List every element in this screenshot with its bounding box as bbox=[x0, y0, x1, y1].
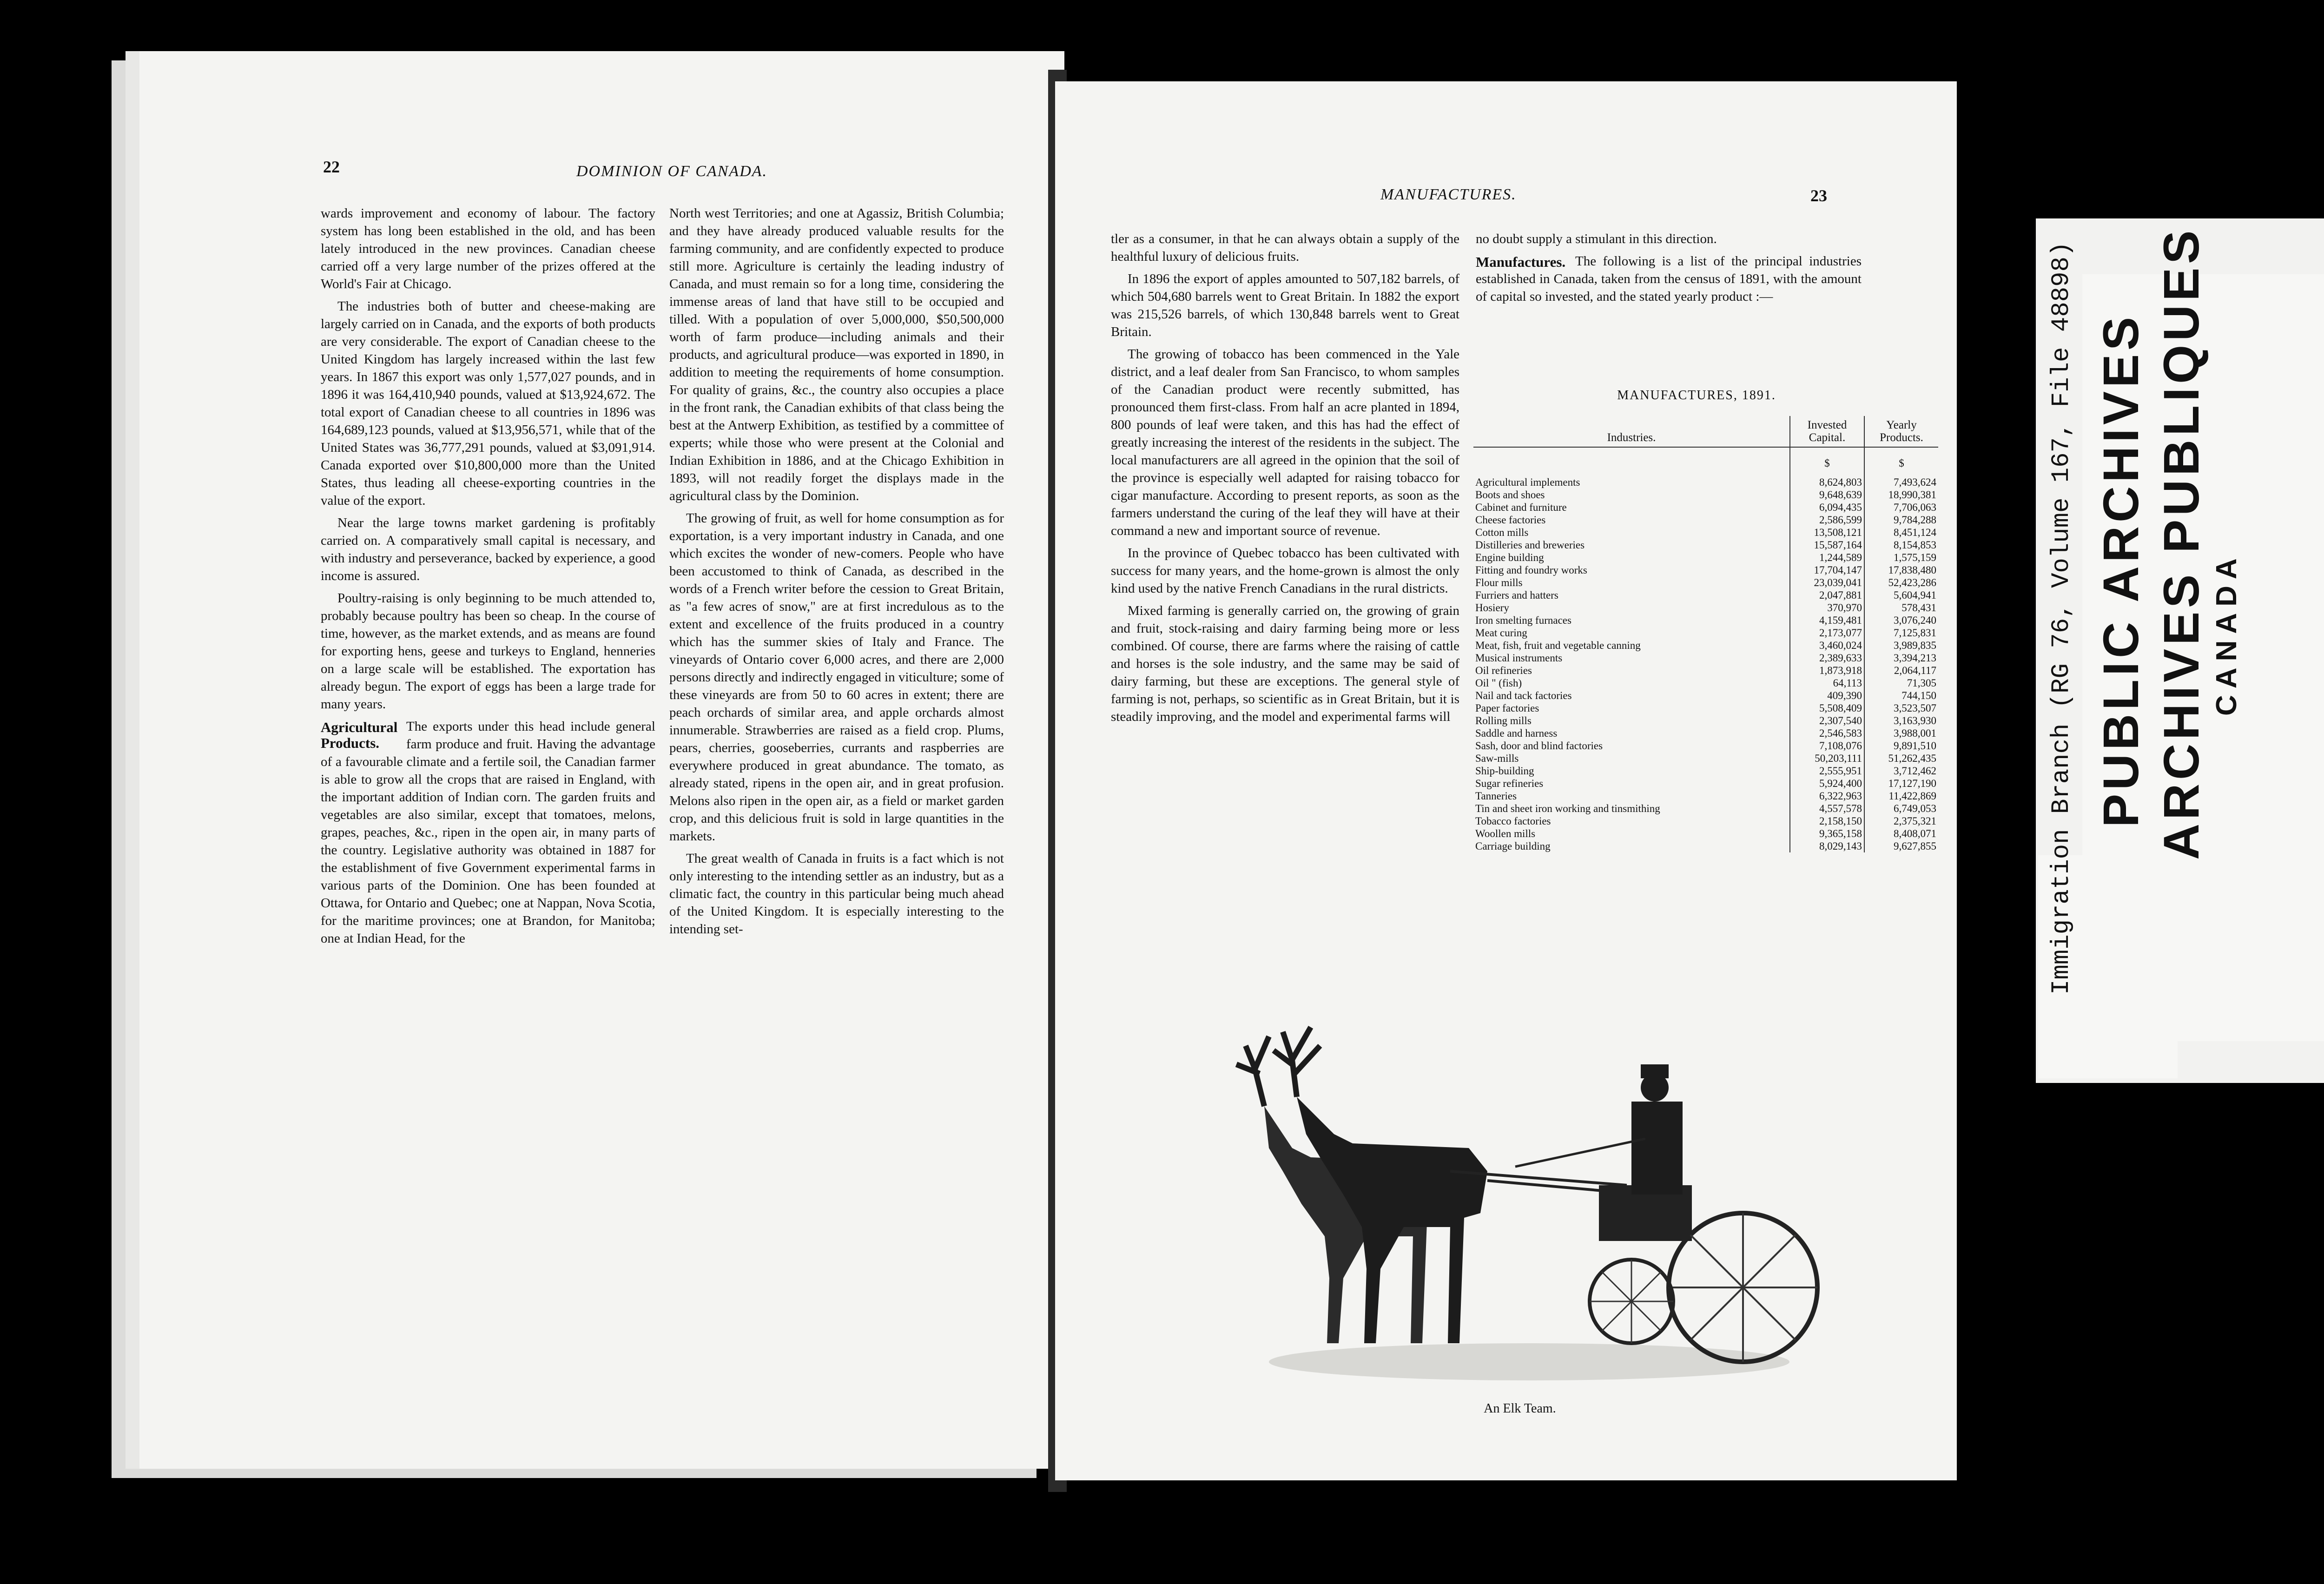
capital-cell: 370,970 bbox=[1790, 601, 1864, 614]
capital-cell: 409,390 bbox=[1790, 689, 1864, 702]
capital-cell: 7,108,076 bbox=[1790, 739, 1864, 752]
left-column-2 bbox=[669, 205, 1004, 943]
table-row bbox=[1473, 514, 1938, 526]
capital-cell: 1,244,589 bbox=[1790, 551, 1864, 564]
product-cell: 7,125,831 bbox=[1864, 627, 1938, 639]
paragraph: The exports under this head include general farm produce and fruit. Having the advantage of a favourable climate and a fertile soil, the Canadian farmer is able to grow all the crops that are raised in England, with the important addition of Indian corn. The garden fruits and vegetables are also similar, except that tomatoes, melons, grapes, peaches, &c., ripen in the open air, in many parts of the country. Legislative authority was obtained in 1887 for the establishment of five Government experimental farms in various parts of the Dominion. One has been founded at Ottawa, for Ontario and Quebec; one at Nappan, Nova Scotia, for the maritime provinces; one at Brandon, for Manitoba; one at Indian Head, for the bbox=[321, 719, 655, 946]
capital-cell: 23,039,041 bbox=[1790, 576, 1864, 589]
file-reference: Immigration Branch (RG 76, Volume 167, File 48898) bbox=[2047, 241, 2076, 995]
product-cell: 9,784,288 bbox=[1864, 514, 1938, 526]
product-cell: 51,262,435 bbox=[1864, 752, 1938, 765]
product-cell: 5,604,941 bbox=[1864, 589, 1938, 601]
product-cell: 744,150 bbox=[1864, 689, 1938, 702]
table-row bbox=[1473, 739, 1938, 752]
table-row bbox=[1473, 727, 1938, 739]
paragraph: no doubt supply a stimulant in this direction. bbox=[1476, 231, 1717, 246]
product-cell: 9,891,510 bbox=[1864, 739, 1938, 752]
capital-cell: 4,159,481 bbox=[1790, 614, 1864, 627]
table-row bbox=[1473, 551, 1938, 564]
capital-cell: 17,704,147 bbox=[1790, 564, 1864, 576]
industry-cell: Meat, fish, fruit and vegetable canning bbox=[1475, 640, 1641, 651]
right-column-1 bbox=[1111, 230, 1459, 730]
photo-caption: An Elk Team. bbox=[1484, 1401, 1556, 1416]
capital-cell: 2,307,540 bbox=[1790, 714, 1864, 727]
capital-cell: 4,557,578 bbox=[1790, 802, 1864, 815]
product-cell: 8,451,124 bbox=[1864, 526, 1938, 539]
unit-label: $ bbox=[1864, 447, 1938, 476]
capital-cell: 15,587,164 bbox=[1790, 539, 1864, 551]
right-page bbox=[1055, 81, 1957, 1480]
industry-cell: Carriage building bbox=[1475, 840, 1551, 852]
table-row bbox=[1473, 827, 1938, 840]
table-row bbox=[1473, 840, 1938, 852]
paragraph: In the province of Quebec tobacco has been cultivated with success for many years, and the home-grown is almost the only kind used by the native French Canadians in the rural districts. bbox=[1111, 546, 1459, 596]
product-cell: 18,990,381 bbox=[1864, 488, 1938, 501]
industry-cell: Hosiery bbox=[1475, 602, 1509, 614]
industry-cell: Boots and shoes bbox=[1475, 489, 1545, 501]
table-row bbox=[1473, 539, 1938, 551]
elk-team-photo bbox=[1227, 1018, 1845, 1390]
table-title: MANUFACTURES, 1891. bbox=[1617, 388, 1776, 403]
paragraph: Poultry-raising is only beginning to be much attended to, probably because poultry has been so cheap. In the course of time, however, as the market extends, and as means are found for exporting hens, geese and turkeys to England, henneries on a large scale will be established. The exportation has already begun. The export of eggs has been a large trade for many years. bbox=[321, 591, 655, 712]
table-row bbox=[1473, 702, 1938, 714]
table-row bbox=[1473, 627, 1938, 639]
paragraph: In 1896 the export of apples amounted to 507,182 barrels, of which 504,680 barrels went to Great Britain. In 1882 the export was 215,526 barrels, of which 130,848 barrels went to Great Britain. bbox=[1111, 271, 1459, 339]
table-row bbox=[1473, 601, 1938, 614]
capital-cell: 5,508,409 bbox=[1790, 702, 1864, 714]
capital-cell: 3,460,024 bbox=[1790, 639, 1864, 652]
paragraph: Near the large towns market gardening is profitably carried on. A comparatively small capital is necessary, and with industry and perseverance, backed by experience, a good income is assured. bbox=[321, 515, 655, 583]
table-row bbox=[1473, 765, 1938, 777]
paragraph: The growing of tobacco has been commenced in the Yale district, and a leaf dealer from San Francisco, to whom samples of the Canadian product were recently submitted, has pronounced them first-class. From half an acre planted in 1894, 800 pounds of leaf were taken, and this has had the effect of greatly increasing the interest of the residents in the subject. The local manufacturers are all agreed in the opinion that the soil of the province is especially well adapted for raising tobacco for cigar manufacture. According to present reports, as soon as the farmers understand the curing of the leaf they will have at their command a new and important source of revenue. bbox=[1111, 347, 1459, 538]
capital-cell: 2,555,951 bbox=[1790, 765, 1864, 777]
left-running-head: DOMINION OF CANADA. bbox=[576, 163, 768, 180]
product-cell: 3,076,240 bbox=[1864, 614, 1938, 627]
table-row bbox=[1473, 790, 1938, 802]
industry-cell: Cabinet and furniture bbox=[1475, 502, 1567, 513]
industry-cell: Cheese factories bbox=[1475, 514, 1546, 526]
capital-cell: 8,624,803 bbox=[1790, 476, 1864, 488]
table-row bbox=[1473, 677, 1938, 689]
table-row bbox=[1473, 815, 1938, 827]
capital-cell: 5,924,400 bbox=[1790, 777, 1864, 790]
product-cell: 3,988,001 bbox=[1864, 727, 1938, 739]
product-cell: 3,523,507 bbox=[1864, 702, 1938, 714]
paragraph: tler as a consumer, in that he can always obtain a supply of the healthful luxury of delicious fruits. bbox=[1111, 231, 1459, 264]
product-cell: 3,394,213 bbox=[1864, 652, 1938, 664]
product-cell: 17,838,480 bbox=[1864, 564, 1938, 576]
capital-cell: 2,173,077 bbox=[1790, 627, 1864, 639]
capital-cell: 9,648,639 bbox=[1790, 488, 1864, 501]
product-cell: 7,493,624 bbox=[1864, 476, 1938, 488]
table-row bbox=[1473, 777, 1938, 790]
industry-cell: Woollen mills bbox=[1475, 828, 1536, 839]
right-running-head: MANUFACTURES. bbox=[1380, 186, 1517, 203]
table-row bbox=[1473, 488, 1938, 501]
capital-cell: 2,546,583 bbox=[1790, 727, 1864, 739]
product-cell: 2,375,321 bbox=[1864, 815, 1938, 827]
capital-cell: 8,029,143 bbox=[1790, 840, 1864, 852]
capital-cell: 2,389,633 bbox=[1790, 652, 1864, 664]
capital-cell: 2,586,599 bbox=[1790, 514, 1864, 526]
column-header: Invested Capital. bbox=[1790, 416, 1864, 447]
left-page bbox=[139, 51, 1064, 1469]
industry-cell: Sugar refineries bbox=[1475, 778, 1544, 789]
table-row bbox=[1473, 714, 1938, 727]
product-cell: 71,305 bbox=[1864, 677, 1938, 689]
product-cell: 11,422,869 bbox=[1864, 790, 1938, 802]
capital-cell: 2,158,150 bbox=[1790, 815, 1864, 827]
industry-cell: Oil refineries bbox=[1475, 665, 1532, 676]
capital-cell: 64,113 bbox=[1790, 677, 1864, 689]
left-page-number: 22 bbox=[323, 158, 340, 176]
archive-title-en: PUBLIC ARCHIVES bbox=[2093, 313, 2149, 827]
industry-cell: Paper factories bbox=[1475, 702, 1539, 714]
industry-cell: Musical instruments bbox=[1475, 652, 1563, 664]
capital-cell: 1,873,918 bbox=[1790, 664, 1864, 677]
industry-cell: Furriers and hatters bbox=[1475, 589, 1558, 601]
industry-cell: Tanneries bbox=[1475, 790, 1517, 802]
side-heading-manufactures: Manufactures. bbox=[1476, 254, 1566, 270]
table-row bbox=[1473, 802, 1938, 815]
industry-cell: Flour mills bbox=[1475, 577, 1523, 588]
industry-cell: Tobacco factories bbox=[1475, 815, 1551, 827]
industry-cell: Distilleries and breweries bbox=[1475, 539, 1585, 551]
industry-cell: Sash, door and blind factories bbox=[1475, 740, 1603, 752]
side-heading-agricultural: Agricultural Products. bbox=[321, 719, 398, 751]
paragraph: wards improvement and economy of labour. The factory system has long been established in the old, and has been lately introduced in the new provinces. Canadian cheese carried off a very large number of the prizes offered at the World's Fair at Chicago. bbox=[321, 206, 655, 291]
table-row bbox=[1473, 476, 1938, 488]
paragraph: The following is a list of the principal industries established in Canada, taken from the census of 1891, with the amount of capital so invested, and the stated yearly product :— bbox=[1476, 254, 1862, 304]
paragraph: The growing of fruit, as well for home consumption as for exportation, is a very important industry in Canada, and one which excites the wonder of new-comers. People who have been accustomed to think of Canada, as described in the words of a French writer before the cession to Great Britain, as "a few acres of snow," are at first incredulous as to the extent and excellence of the fruits produced in a country which has the summer skies of Italy and France. The vineyards of Ontario cover 6,000 acres, and there are 2,000 persons directly and indirectly engaged in viticulture; some of these vineyards are from 50 to 60 acres in extent; there are peach orchards of similar area, and apple orchards almost innumerable. Strawberries are raised as a field crop. Plums, pears, cherries, gooseberries, currants and raspberries are everywhere produced in great abundance. The tomato, as already stated, ripens in the open air, and in great profusion. Melons also ripen in the open air, as a field or market garden crop, and this delicious fruit is sold in large quantities in the markets. bbox=[669, 511, 1004, 844]
archive-title-fr: ARCHIVES PUBLIQUES bbox=[2153, 226, 2209, 860]
product-cell: 6,749,053 bbox=[1864, 802, 1938, 815]
capital-cell: 50,203,111 bbox=[1790, 752, 1864, 765]
industry-cell: Engine building bbox=[1475, 552, 1544, 563]
paragraph: The great wealth of Canada in fruits is a fact which is not only interesting to the intending settler as an industry, but as a climatic fact, the country in this particular being much ahead of the United Kingdom. It is especially interesting to the intending set- bbox=[669, 851, 1004, 937]
manufactures-table bbox=[1473, 416, 1938, 852]
industry-cell: Rolling mills bbox=[1475, 715, 1532, 726]
industry-cell: Tin and sheet iron working and tinsmithing bbox=[1475, 803, 1660, 814]
product-cell: 578,431 bbox=[1864, 601, 1938, 614]
product-cell: 8,408,071 bbox=[1864, 827, 1938, 840]
industry-cell: Saw-mills bbox=[1475, 752, 1519, 764]
capital-cell: 9,365,158 bbox=[1790, 827, 1864, 840]
product-cell: 3,712,462 bbox=[1864, 765, 1938, 777]
table-row bbox=[1473, 576, 1938, 589]
table-row bbox=[1473, 564, 1938, 576]
table-row bbox=[1473, 652, 1938, 664]
table-row bbox=[1473, 589, 1938, 601]
paragraph: Mixed farming is generally carried on, the growing of grain and fruit, stock-raising and dairy farming being more or less combined. Of course, there are farms where the raising of cattle and horses is the sole industry, and the same may be said of dairy farming, but these are exceptions. The general style of farming is not, perhaps, so scientific as in Great Britain, but it is steadily improving, and the model and experimental farms will bbox=[1111, 603, 1459, 724]
product-cell: 52,423,286 bbox=[1864, 576, 1938, 589]
column-header: Yearly Products. bbox=[1864, 416, 1938, 447]
table-row bbox=[1473, 664, 1938, 677]
table-row bbox=[1473, 526, 1938, 539]
table-row bbox=[1473, 501, 1938, 514]
product-cell: 17,127,190 bbox=[1864, 777, 1938, 790]
industry-cell: Nail and tack factories bbox=[1475, 690, 1572, 701]
industry-cell: Agricultural implements bbox=[1475, 476, 1580, 488]
table-row bbox=[1473, 639, 1938, 652]
right-page-number: 23 bbox=[1810, 186, 1827, 205]
capital-cell: 6,094,435 bbox=[1790, 501, 1864, 514]
archive-country: CANADA bbox=[2211, 552, 2243, 716]
paragraph: North west Territories; and one at Agassiz, British Columbia; and they have already produced valuable results for the farming community, and are confidently expected to produce still more. Agriculture is certainly the leading industry of Canada, and must remain so for a long time, considering the immense areas of land that have still to be occupied and tilled. With a population of over 5,000,000, $50,500,000 worth of farm produce—including animals and their products, and agricultural produce—was exported in 1890, in addition to meeting the requirements of home consumption. For quality of grains, &c., the country also occupies a place in the front rank, the Canadian exhibits of that class being the best at the Antwerp Exhibition, as testified by a committee of experts; while those who were present at the Colonial and Indian Exhibition in 1886, and at the Chicago Exhibition in 1893, will not readily forget the displays made in the agricultural class by the Dominion. bbox=[669, 206, 1004, 503]
product-cell: 3,989,835 bbox=[1864, 639, 1938, 652]
industry-cell: Saddle and harness bbox=[1475, 727, 1558, 739]
industry-cell: Oil " (fish) bbox=[1475, 677, 1522, 689]
capital-cell: 6,322,963 bbox=[1790, 790, 1864, 802]
product-cell: 3,163,930 bbox=[1864, 714, 1938, 727]
table-row bbox=[1473, 689, 1938, 702]
left-column-1 bbox=[321, 205, 655, 952]
table-row bbox=[1473, 752, 1938, 765]
paragraph: The industries both of butter and cheese-making are largely carried on in Canada, and the exports of both products are very considerable. The export of Canadian cheese to the United Kingdom has largely increased within the last few years. In 1867 this export was only 1,577,027 pounds, and in 1896 it was 164,410,940 pounds, valued at $13,924,672. The total export of Canadian cheese to all countries in 1896 was 164,689,123 pounds, valued at $13,956,571, while that of the United States was 36,777,291 pounds, valued at $3,091,914. Canada exported over $10,800,000 more than the United States, thus leading all cheese-exporting countries in the value of the export. bbox=[321, 299, 655, 508]
capital-cell: 2,047,881 bbox=[1790, 589, 1864, 601]
industry-cell: Ship-building bbox=[1475, 765, 1534, 777]
industry-cell: Meat curing bbox=[1475, 627, 1527, 639]
product-cell: 9,627,855 bbox=[1864, 840, 1938, 852]
industry-cell: Cotton mills bbox=[1475, 527, 1529, 538]
column-header: Industries. bbox=[1473, 416, 1790, 447]
product-cell: 8,154,853 bbox=[1864, 539, 1938, 551]
table-row bbox=[1473, 614, 1938, 627]
industry-cell: Iron smelting furnaces bbox=[1475, 614, 1571, 626]
product-cell: 1,575,159 bbox=[1864, 551, 1938, 564]
product-cell: 7,706,063 bbox=[1864, 501, 1938, 514]
product-cell: 2,064,117 bbox=[1864, 664, 1938, 677]
unit-label: $ bbox=[1790, 447, 1864, 476]
right-column-2 bbox=[1476, 230, 1862, 310]
capital-cell: 13,508,121 bbox=[1790, 526, 1864, 539]
industry-cell: Fitting and foundry works bbox=[1475, 564, 1587, 576]
